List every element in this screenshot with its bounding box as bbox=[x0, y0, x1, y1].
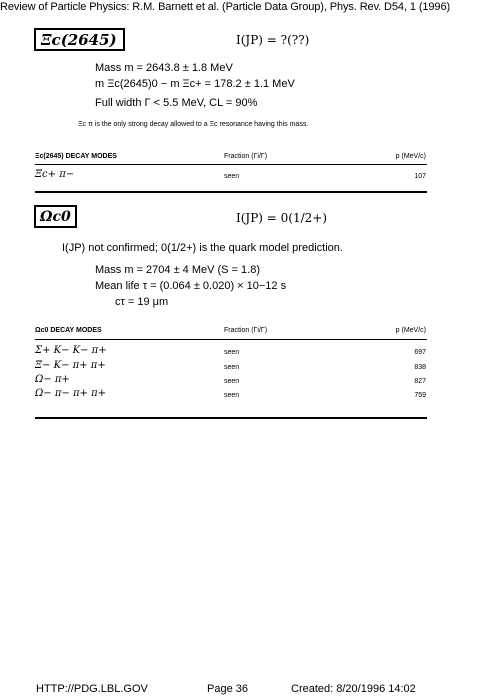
xi-mass-diff: m Ξc(2645)0 − m Ξc+ = 178.2 ± 1.1 MeV bbox=[95, 78, 295, 90]
footer-created: Created: 8/20/1996 14:02 bbox=[291, 683, 416, 695]
footer-page: Page 36 bbox=[207, 683, 248, 695]
xi-row-p: 107 bbox=[414, 173, 426, 180]
omega-title: Ωc0 bbox=[40, 209, 71, 225]
omega-row-mode: Ξ− K− π+ π+ bbox=[35, 360, 106, 371]
omega-mass: Mass m = 2704 ± 4 MeV (S = 1.8) bbox=[95, 264, 260, 276]
omega-th-modes: Ωc0 DECAY MODES bbox=[35, 327, 102, 334]
omega-row-fraction: seen bbox=[224, 378, 240, 385]
omega-mean-life: Mean life τ = (0.064 ± 0.020) × 10−12 s bbox=[95, 280, 287, 292]
omega-th-p: p (MeV/c) bbox=[395, 327, 426, 334]
omega-row-p: 838 bbox=[414, 364, 426, 371]
xi-title-box bbox=[34, 28, 125, 51]
omega-row-mode: Ω− π− π+ π+ bbox=[35, 388, 107, 399]
omega-row-fraction: seen bbox=[224, 349, 240, 356]
xi-width: Full width Γ < 5.5 MeV, CL = 90% bbox=[95, 97, 258, 109]
page-header: Review of Particle Physics: R.M. Barnett et al. (Particle Data Group), Phys. Rev. D54, 1 (1996) bbox=[0, 1, 451, 13]
omega-row-mode: Ω− π+ bbox=[35, 374, 70, 385]
omega-row-p: 697 bbox=[414, 349, 426, 356]
xi-th-p: p (MeV/c) bbox=[395, 153, 426, 160]
xi-table-rule bbox=[35, 164, 427, 165]
omega-row-fraction: seen bbox=[224, 392, 240, 399]
omega-ijp: I(JP) = 0(1/2+) bbox=[236, 211, 328, 225]
omega-title-box bbox=[34, 205, 77, 228]
xi-th-fraction: Fraction (Γi/Γ) bbox=[224, 153, 268, 160]
section-divider-thick bbox=[35, 191, 427, 193]
xi-note: Ξc π is the only strong decay allowed to a Ξc resonance having this mass. bbox=[78, 121, 309, 128]
omega-th-fraction: Fraction (Γi/Γ) bbox=[224, 327, 268, 334]
omega-row-fraction: seen bbox=[224, 364, 240, 371]
omega-row-p: 827 bbox=[414, 378, 426, 385]
footer-url: HTTP://PDG.LBL.GOV bbox=[36, 683, 148, 695]
xi-row-mode: Ξc+ π− bbox=[35, 169, 75, 180]
section-end-divider bbox=[35, 417, 427, 419]
xi-ijp: I(JP) = ?(??) bbox=[236, 33, 310, 47]
omega-row-mode: Σ+ K− K− π+ bbox=[35, 345, 107, 356]
xi-th-modes: Ξc(2645) DECAY MODES bbox=[35, 153, 117, 160]
xi-title: Ξc(2645) bbox=[41, 31, 117, 49]
omega-row-p: 759 bbox=[414, 392, 426, 399]
xi-mass: Mass m = 2643.8 ± 1.8 MeV bbox=[95, 62, 233, 74]
omega-ijp-note: I(JP) not confirmed; 0(1/2+) is the quark model prediction. bbox=[62, 242, 343, 254]
xi-row-fraction: seen bbox=[224, 173, 240, 180]
omega-table-rule bbox=[35, 339, 427, 340]
omega-ctau: cτ = 19 μm bbox=[115, 296, 169, 308]
